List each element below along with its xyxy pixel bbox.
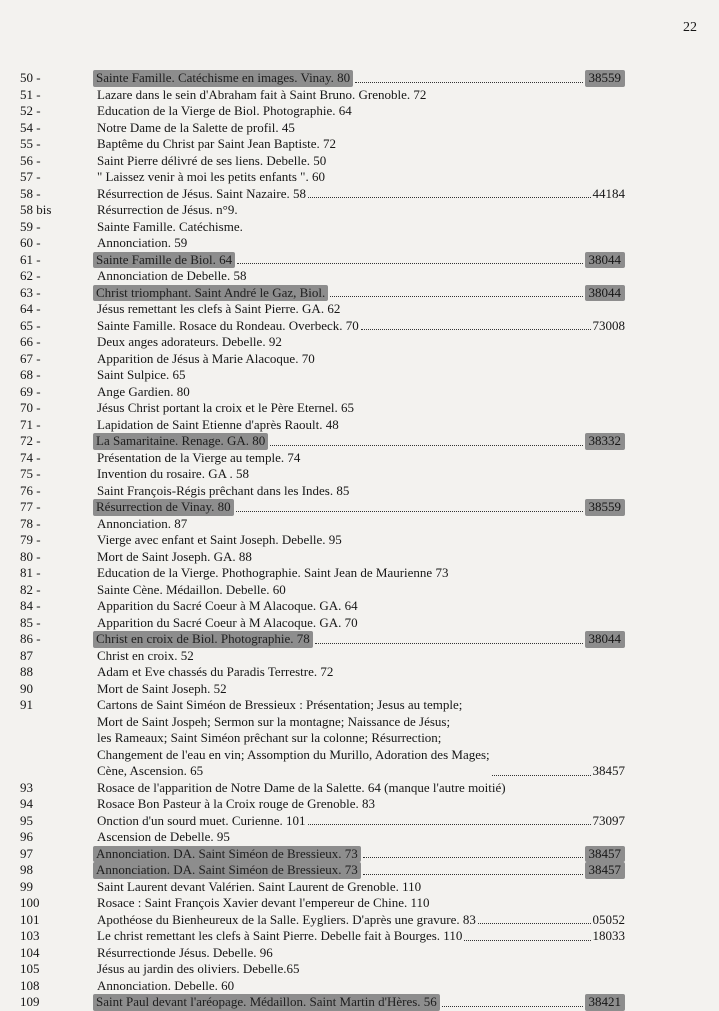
entry-number: 96: [20, 829, 33, 844]
dot-leader: [330, 296, 582, 297]
entry-number: 109: [20, 994, 40, 1009]
entry-title: Christ triomphant. Saint André le Gaz, Biol.: [93, 285, 328, 302]
catalog-entry: [0, 565, 719, 582]
entry-title: La Samaritaine. Renage. GA. 80: [93, 433, 268, 450]
entry-number: 75 -: [20, 466, 41, 481]
catalog-entry: [0, 862, 719, 879]
entry-number: 97: [20, 845, 33, 861]
entry-title: Saint Laurent devant Valérien. Saint Laurent de Grenoble. 110: [97, 878, 422, 894]
entry-number: 58 -: [20, 185, 41, 201]
entry-title: Vierge avec enfant et Saint Joseph. Debelle. 95: [97, 532, 342, 547]
entry-title: Apparition de Jésus à Marie Alacoque. 70: [97, 350, 315, 366]
entry-number: 84 -: [20, 598, 41, 613]
catalog-entry: [0, 846, 719, 863]
entry-number: 87: [20, 647, 33, 663]
dot-leader: [308, 197, 590, 198]
catalog-entry: [0, 648, 719, 665]
catalog-entry: [0, 813, 719, 830]
catalog-entry: [0, 697, 719, 780]
entry-number: 99: [20, 878, 33, 894]
entry-number: 77 -: [20, 499, 41, 514]
entry-title: Invention du rosaire. GA . 58: [97, 466, 250, 481]
catalog-entry: [0, 664, 719, 681]
entry-number: 54 -: [20, 119, 41, 135]
entry-number: 101: [20, 911, 40, 927]
entry-reference: 38559: [585, 70, 626, 87]
entry-number: 56 -: [20, 152, 41, 168]
entry-number: 69 -: [20, 383, 41, 399]
catalog-entry: [0, 631, 719, 648]
entry-title: Rosace de l'apparition de Notre Dame de la Salette. 64 (manque l'autre moitié): [97, 779, 506, 795]
entry-number: 90: [20, 680, 33, 696]
entry-number: 57 -: [20, 169, 41, 184]
catalog-entry: [0, 796, 719, 813]
entry-title: Saint Pierre délivré de ses liens. Debelle. 50: [97, 152, 327, 168]
entry-title: Onction d'un sourd muet. Curienne. 101: [97, 812, 306, 828]
entry-number: 68 -: [20, 367, 41, 382]
entry-title: Annonciation. 87: [97, 515, 188, 531]
entry-title: Mort de Saint Joseph. GA. 88: [97, 548, 252, 564]
catalog-entry: [0, 681, 719, 698]
catalog-entry: [0, 499, 719, 516]
entry-number: 51 -: [20, 86, 41, 102]
dot-leader: [492, 775, 591, 776]
entry-number: 61 -: [20, 251, 41, 267]
catalog-entry: [0, 928, 719, 945]
catalog-entry: [0, 582, 719, 599]
dot-leader: [464, 940, 590, 941]
catalog-entry: [0, 400, 719, 417]
entry-reference: 38044: [585, 631, 626, 648]
entry-title: Education de la Vierge de Biol. Photographie. 64: [97, 103, 352, 118]
entry-title: Annonciation. DA. Saint Siméon de Bressieux. 73: [93, 846, 361, 863]
catalog-entry: [0, 895, 719, 912]
entry-reference: 73097: [592, 812, 625, 828]
entry-title: Cartons de Saint Siméon de Bressieux : Présentation; Jesus au temple; Mort de Saint Jospeh; Sermon sur la montagne; Naissance de Jésus; les Rameaux; Saint Siméon prêchant sur la colonne; Résurrection; Changement de l'eau en vin; Assomption du Murillo, Adoration des Mages; Cène, Ascension. 65: [97, 697, 490, 778]
entry-title: Apparition du Sacré Coeur à M Alacoque. GA. 70: [97, 614, 358, 630]
entry-number: 103: [20, 928, 40, 943]
entry-title: Adam et Eve chassés du Paradis Terrestre. 72: [97, 664, 334, 679]
entry-title: Deux anges adorateurs. Debelle. 92: [97, 334, 282, 349]
entry-number: 65 -: [20, 317, 41, 333]
catalog-entry: [0, 549, 719, 566]
dot-leader: [308, 824, 591, 825]
entry-title: Christ en croix de Biol. Photographie. 78: [93, 631, 313, 648]
entry-title: Sainte Famille. Catéchisme.: [97, 218, 243, 234]
entry-number: 98: [20, 862, 33, 877]
entry-number: 55 -: [20, 136, 41, 151]
catalog-entry: [0, 483, 719, 500]
entry-number: 95: [20, 812, 33, 828]
catalog-entry: [0, 70, 719, 87]
entry-title: Annonciation de Debelle. 58: [97, 268, 247, 283]
catalog-entry: [0, 367, 719, 384]
entry-number: 86 -: [20, 631, 41, 646]
entry-reference: 38044: [585, 285, 626, 302]
catalog-entry: [0, 351, 719, 368]
entry-reference: 38559: [585, 499, 626, 516]
catalog-entry: [0, 384, 719, 401]
entry-title: Baptême du Christ par Saint Jean Baptiste. 72: [97, 136, 337, 151]
entry-title: Rosace : Saint François Xavier devant l'empereur de Chine. 110: [97, 895, 430, 910]
entry-reference: 18033: [592, 928, 625, 943]
entry-title: Jésus au jardin des oliviers. Debelle.65: [97, 961, 300, 976]
entry-number: 79 -: [20, 532, 41, 547]
catalog-entry: [0, 945, 719, 962]
dot-leader: [236, 511, 583, 512]
entry-number: 108: [20, 977, 40, 993]
entry-title: Lazare dans le sein d'Abraham fait à Saint Bruno. Grenoble. 72: [97, 86, 427, 102]
catalog-entry: [0, 433, 719, 450]
entry-reference: 38457: [585, 862, 626, 879]
catalog-entry: [0, 532, 719, 549]
entry-number: 59 -: [20, 218, 41, 234]
catalog-entry: [0, 153, 719, 170]
entry-reference: 05052: [592, 911, 625, 927]
catalog-entry: [0, 334, 719, 351]
catalog-entry: [0, 978, 719, 995]
entry-number: 82 -: [20, 581, 41, 597]
entry-number: 62 -: [20, 268, 41, 283]
dot-leader: [355, 82, 582, 83]
catalog-entry: [0, 912, 719, 929]
entry-title: Sainte Famille. Rosace du Rondeau. Overbeck. 70: [97, 317, 359, 333]
catalog-entry: [0, 186, 719, 203]
entry-title: Saint Sulpice. 65: [97, 367, 186, 382]
entry-title: Résurrection de Jésus. n°9.: [97, 202, 238, 217]
catalog-entry: [0, 829, 719, 846]
entry-number: 50 -: [20, 70, 41, 85]
catalog-entry: [0, 466, 719, 483]
entry-title: Annonciation. Debelle. 60: [97, 977, 235, 993]
entry-number: 100: [20, 895, 40, 910]
catalog-entry: [0, 879, 719, 896]
entry-title: Annonciation. DA. Saint Siméon de Bressieux. 73: [93, 862, 361, 879]
dot-leader: [363, 874, 583, 875]
entry-title: Saint Paul devant l'aréopage. Médaillon. Saint Martin d'Hères. 56: [93, 994, 440, 1011]
entry-title: Jésus remettant les clefs à Saint Pierre. GA. 62: [97, 301, 341, 316]
catalog-entry: [0, 516, 719, 533]
entry-number: 71 -: [20, 416, 41, 432]
dot-leader: [315, 643, 583, 644]
entry-number: 74 -: [20, 449, 41, 465]
entry-title: Sainte Famille de Biol. 64: [93, 252, 235, 269]
catalog-entry: [0, 87, 719, 104]
catalog-entry: [0, 994, 719, 1011]
entry-number: 70 -: [20, 400, 41, 415]
dot-leader: [442, 1006, 583, 1007]
entry-reference: 38457: [585, 846, 626, 863]
entry-number: 94: [20, 796, 33, 811]
entry-number: 81 -: [20, 565, 41, 580]
catalog-entry: [0, 301, 719, 318]
entry-number: 85 -: [20, 614, 41, 630]
entry-reference: 38332: [585, 433, 626, 450]
catalog-entry: [0, 202, 719, 219]
entry-number: 88: [20, 664, 33, 679]
entry-title: Présentation de la Vierge au temple. 74: [97, 449, 301, 465]
entry-title: Rosace Bon Pasteur à la Croix rouge de Grenoble. 83: [97, 796, 375, 811]
catalog-entry: [0, 235, 719, 252]
entry-number: 63 -: [20, 284, 41, 300]
catalog-entry: [0, 598, 719, 615]
catalog-entry: [0, 318, 719, 335]
catalog-entry: [0, 417, 719, 434]
entry-number: 60 -: [20, 235, 41, 250]
entry-number: 58 bis: [20, 202, 52, 217]
catalog-entry: [0, 219, 719, 236]
catalog-entry: [0, 285, 719, 302]
entry-title: Sainte Famille. Catéchisme en images. Vinay. 80: [93, 70, 353, 87]
entry-title: Résurrection de Jésus. Saint Nazaire. 58: [97, 185, 307, 201]
entry-number: 91: [20, 697, 33, 712]
entry-number: 93: [20, 779, 33, 795]
entry-title: Saint François-Régis prêchant dans les Indes. 85: [97, 482, 350, 498]
entry-title: Jésus Christ portant la croix et le Père Eternel. 65: [97, 400, 355, 415]
catalog-entry: [0, 780, 719, 797]
entry-number: 76 -: [20, 482, 41, 498]
page-number: 22: [683, 20, 697, 35]
entry-number: 64 -: [20, 301, 41, 316]
entry-number: 66 -: [20, 334, 41, 349]
entry-number: 67 -: [20, 350, 41, 366]
catalog-entry: [0, 136, 719, 153]
catalog-entry: [0, 120, 719, 137]
entry-title: Lapidation de Saint Etienne d'après Raoult. 48: [97, 416, 339, 432]
entry-title: Ange Gardien. 80: [97, 383, 190, 399]
entry-number: 72 -: [20, 433, 41, 448]
catalog-entry: [0, 450, 719, 467]
catalog-entry: [0, 252, 719, 269]
dot-leader: [478, 923, 591, 924]
entry-number: 80 -: [20, 548, 41, 564]
catalog-entry: [0, 615, 719, 632]
entry-title: Ascension de Debelle. 95: [97, 829, 230, 844]
entry-title: Apothéose du Bienheureux de la Salle. Eygliers. D'après une gravure. 83: [97, 911, 476, 927]
entry-title: Le christ remettant les clefs à Saint Pierre. Debelle fait à Bourges. 110: [97, 928, 463, 943]
catalog-list: [0, 70, 719, 1011]
catalog-entry: [0, 961, 719, 978]
entry-reference: 44184: [592, 185, 625, 201]
entry-reference: 38457: [592, 763, 625, 778]
dot-leader: [237, 263, 582, 264]
entry-title: Notre Dame de la Salette de profil. 45: [97, 119, 295, 135]
entry-reference: 38421: [585, 994, 626, 1011]
entry-title: Sainte Cène. Médaillon. Debelle. 60: [97, 581, 286, 597]
entry-title: Christ en croix. 52: [97, 647, 194, 663]
entry-title: Mort de Saint Joseph. 52: [97, 680, 227, 696]
entry-title: Apparition du Sacré Coeur à M Alacoque. GA. 64: [97, 598, 358, 613]
dot-leader: [361, 329, 591, 330]
entry-number: 78 -: [20, 515, 41, 531]
entry-title: Résurrectionde Jésus. Debelle. 96: [97, 944, 273, 960]
catalog-entry: [0, 169, 719, 186]
catalog-entry: [0, 268, 719, 285]
entry-reference: 73008: [592, 317, 625, 333]
dot-leader: [363, 857, 583, 858]
entry-number: 105: [20, 961, 40, 976]
entry-title: " Laissez venir à moi les petits enfants ". 60: [97, 169, 325, 184]
catalog-entry: [0, 103, 719, 120]
entry-title: Annonciation. 59: [97, 235, 188, 250]
entry-title: Résurrection de Vinay. 80: [93, 499, 234, 516]
entry-title: Education de la Vierge. Phothographie. Saint Jean de Maurienne 73: [97, 565, 449, 580]
entry-reference: 38044: [585, 252, 626, 269]
entry-number: 104: [20, 944, 40, 960]
entry-number: 52 -: [20, 103, 41, 118]
dot-leader: [270, 445, 582, 446]
